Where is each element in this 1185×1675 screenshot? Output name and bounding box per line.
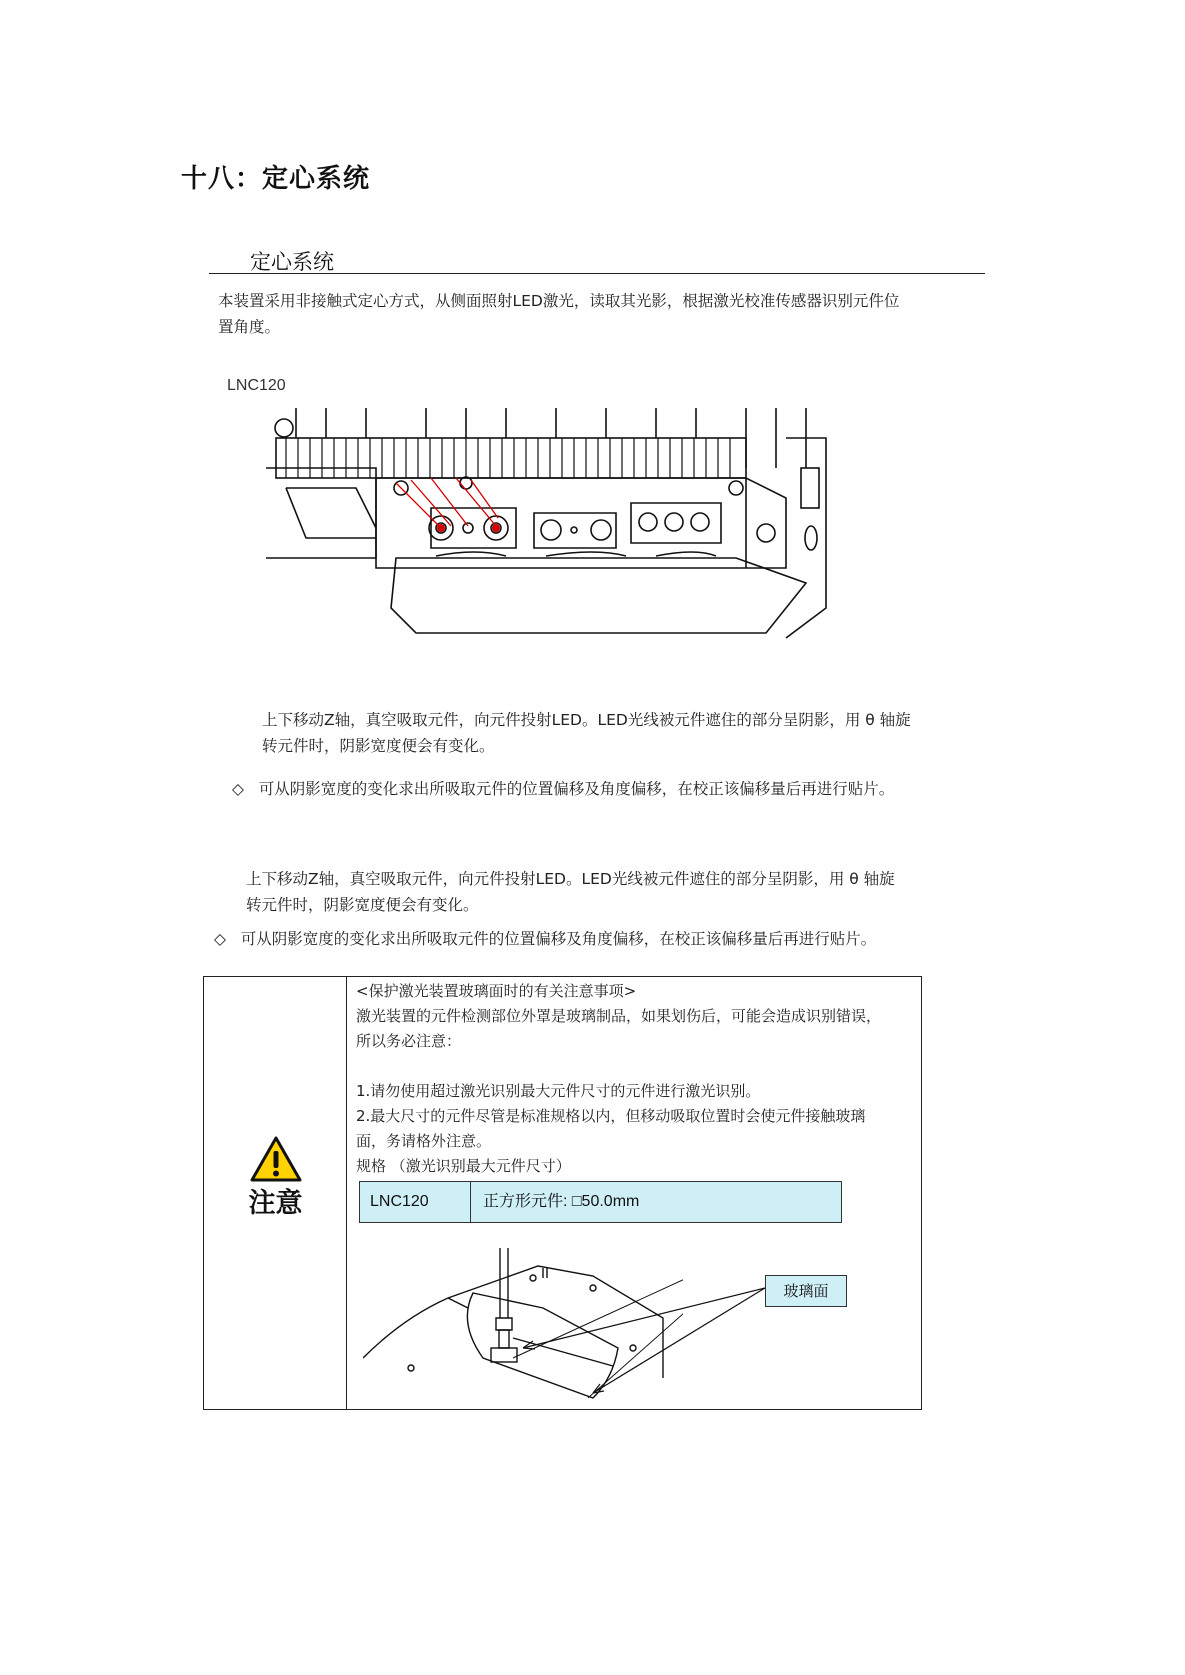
- caution-label-cell: [204, 977, 347, 1409]
- caution-title: <保护激光装置玻璃面时的有关注意事项>: [356, 982, 637, 1000]
- intro-paragraph: [218, 288, 988, 340]
- description-line-1: 上下移动Z轴，真空吸取元件，向元件投射LED。LED光线被元件遮住的部分呈阴影，用 θ 轴旋: [262, 711, 911, 729]
- spec-value-cell: 正方形元件: □50.0mm: [483, 1193, 640, 1210]
- laser-device-illustration: [266, 408, 846, 648]
- page-heading: 十八：定心系统: [181, 164, 371, 194]
- caution-content: [356, 979, 916, 1179]
- section-title: 定心系统: [250, 250, 334, 274]
- description-line-1: 上下移动Z轴，真空吸取元件，向元件投射LED。LED光线被元件遮住的部分呈阴影，用 θ 轴旋: [246, 870, 895, 888]
- diamond-icon: ◇: [232, 780, 244, 798]
- caution-item-2-line-1: 2.最大尺寸的元件尽管是标准规格以内，但移动吸取位置时会使元件接触玻璃: [356, 1107, 866, 1125]
- caution-item-1: 1.请勿使用超过激光识别最大元件尺寸的元件进行激光识别。: [356, 1082, 761, 1100]
- note-text: 可从阴影宽度的变化求出所吸取元件的位置偏移及角度偏移，在校正该偏移量后再进行贴片。: [240, 930, 877, 948]
- description-line-2: 转元件时，阴影宽度便会有变化。: [262, 737, 495, 755]
- model-label: LNC120: [227, 377, 286, 394]
- note-paragraph-1: [232, 776, 992, 802]
- warning-icon: [249, 1135, 303, 1183]
- description-paragraph-1: [262, 707, 992, 759]
- note-text: 可从阴影宽度的变化求出所吸取元件的位置偏移及角度偏移，在校正该偏移量后再进行贴片。: [258, 780, 895, 798]
- glass-surface-label: 玻璃面: [765, 1275, 847, 1307]
- glass-pointer-arrows: [363, 1248, 773, 1408]
- caution-line-2: 所以务必注意：: [356, 1032, 462, 1050]
- description-paragraph-2: [246, 866, 962, 918]
- description-line-2: 转元件时，阴影宽度便会有变化。: [246, 896, 479, 914]
- spec-table: [359, 1181, 842, 1223]
- diamond-icon: ◇: [214, 930, 226, 948]
- intro-line-2: 置角度。: [218, 318, 281, 336]
- caution-spacer: [356, 1054, 916, 1079]
- note-paragraph-2: [214, 926, 974, 952]
- intro-line-1: 本装置采用非接触式定心方式，从侧面照射LED激光，读取其光影，根据激光校准传感器识别元件位: [218, 292, 900, 310]
- caution-label: 注意: [248, 1188, 303, 1219]
- section-divider: [209, 273, 985, 274]
- caution-item-2-line-2: 面，务请格外注意。: [356, 1132, 492, 1150]
- spec-model-cell: LNC120: [360, 1182, 471, 1222]
- spec-title: 规格 （激光识别最大元件尺寸）: [356, 1157, 571, 1175]
- caution-line-1: 激光装置的元件检测部位外罩是玻璃制品，如果划伤后，可能会造成识别错误，: [356, 1007, 882, 1025]
